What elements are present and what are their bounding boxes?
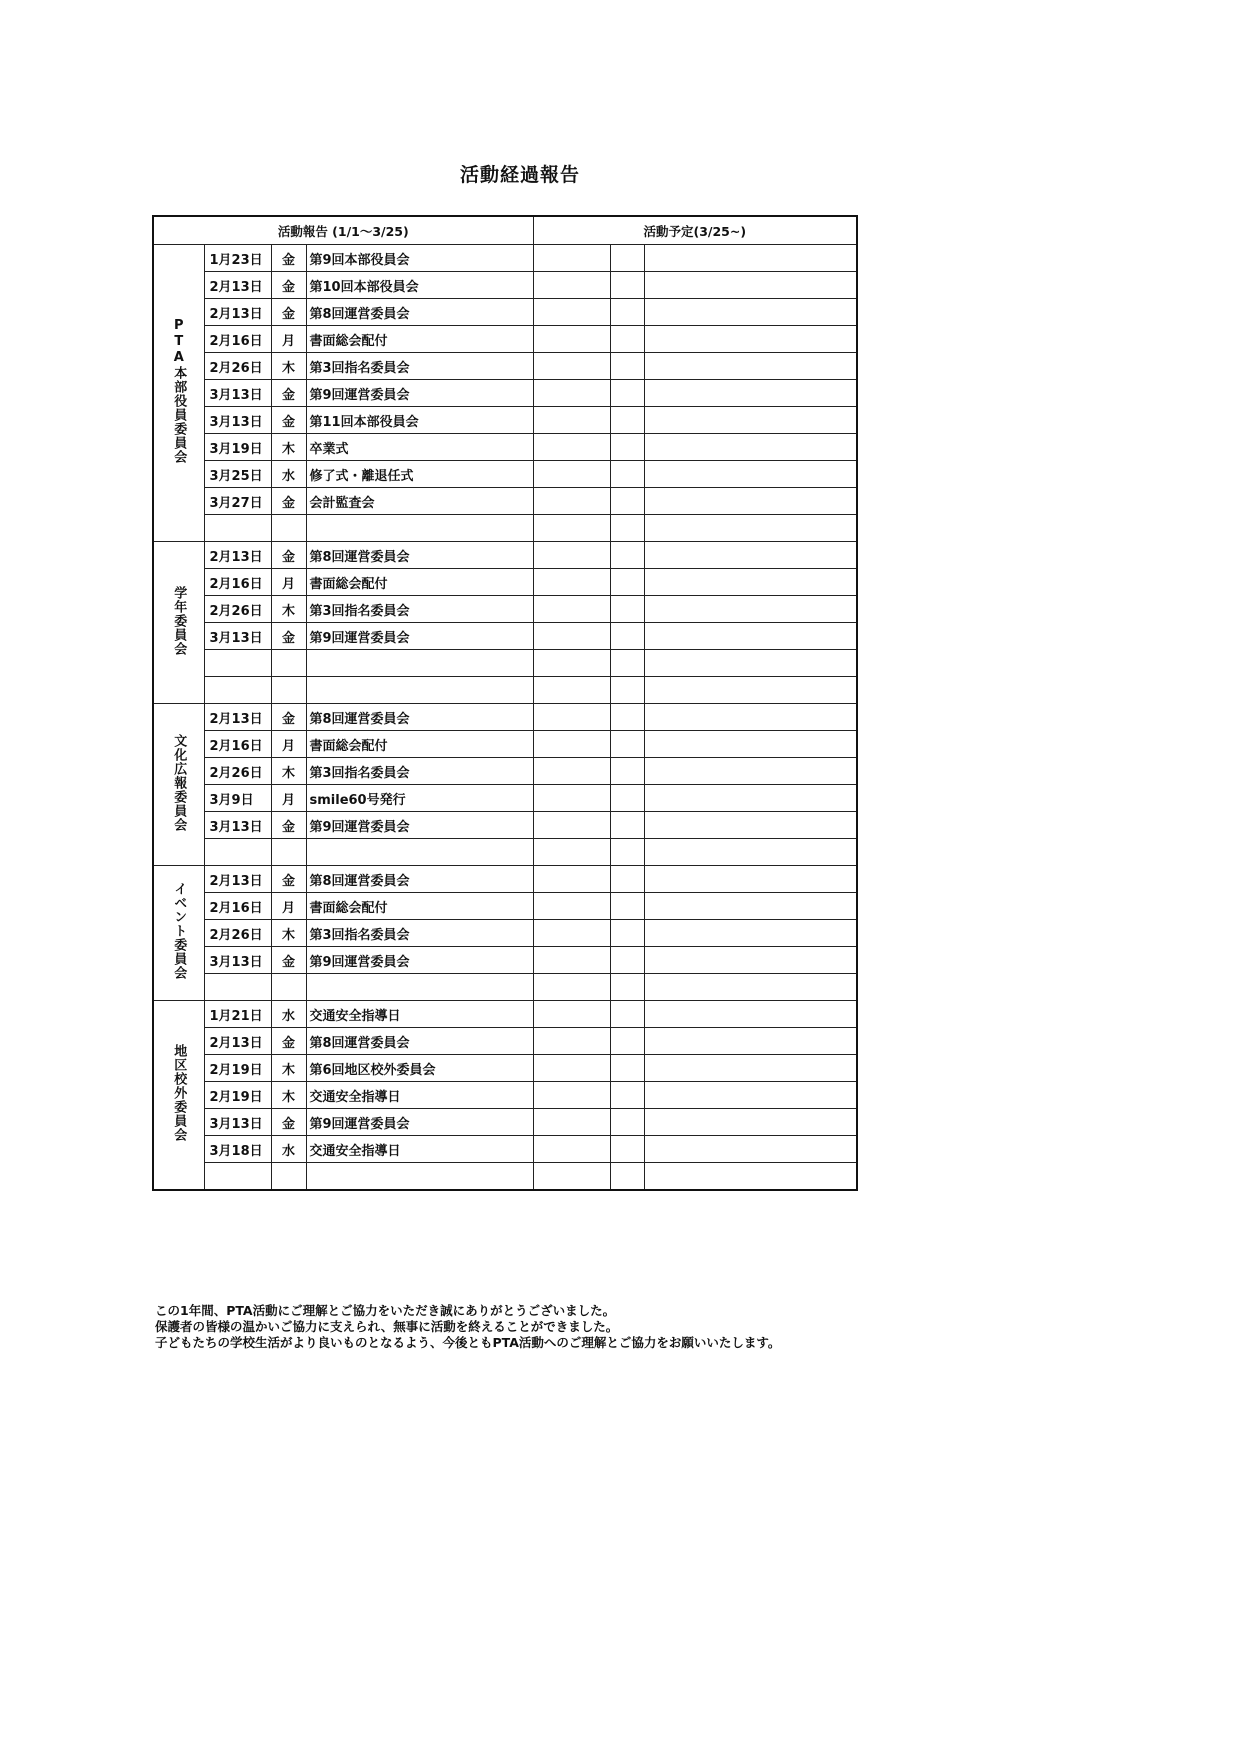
plan-date-cell [533, 326, 610, 353]
table-row [153, 704, 857, 731]
plan-date-cell [533, 380, 610, 407]
table-row [153, 434, 857, 461]
plan-date-cell [533, 974, 610, 1001]
table-row [153, 407, 857, 434]
plan-weekday-cell [610, 623, 644, 650]
event-cell [306, 677, 533, 704]
table-row [153, 758, 857, 785]
weekday-cell: 金 [271, 407, 306, 434]
table-row [153, 380, 857, 407]
plan-weekday-cell [610, 650, 644, 677]
plan-event-cell [644, 434, 857, 461]
plan-weekday-cell [610, 866, 644, 893]
weekday-cell: 金 [271, 704, 306, 731]
plan-event-cell [644, 650, 857, 677]
event-cell: 第9回運営委員会 [306, 1109, 533, 1136]
table-row [153, 623, 857, 650]
table-row [153, 515, 857, 542]
plan-date-cell [533, 785, 610, 812]
date-cell: 2月13日 [204, 542, 271, 569]
plan-event-cell [644, 1055, 857, 1082]
table-row [153, 326, 857, 353]
header-activity-report: 活動報告 (1/1～3/25) [153, 216, 533, 245]
weekday-cell: 月 [271, 785, 306, 812]
event-cell: 交通安全指導日 [306, 1136, 533, 1163]
table-row [153, 353, 857, 380]
plan-weekday-cell [610, 947, 644, 974]
plan-weekday-cell [610, 920, 644, 947]
date-cell: 2月16日 [204, 326, 271, 353]
table-row [153, 677, 857, 704]
plan-weekday-cell [610, 704, 644, 731]
plan-date-cell [533, 731, 610, 758]
table-row [153, 299, 857, 326]
plan-date-cell [533, 434, 610, 461]
weekday-cell: 金 [271, 245, 306, 272]
event-cell: 第8回運営委員会 [306, 1028, 533, 1055]
plan-event-cell [644, 920, 857, 947]
plan-date-cell [533, 758, 610, 785]
plan-date-cell [533, 245, 610, 272]
plan-date-cell [533, 812, 610, 839]
plan-event-cell [644, 488, 857, 515]
table-row [153, 488, 857, 515]
weekday-cell: 金 [271, 299, 306, 326]
weekday-cell: 木 [271, 353, 306, 380]
plan-event-cell [644, 542, 857, 569]
event-cell: 第9回運営委員会 [306, 623, 533, 650]
weekday-cell: 木 [271, 920, 306, 947]
committee-name-cell [153, 704, 204, 866]
weekday-cell: 金 [271, 812, 306, 839]
event-cell [306, 1163, 533, 1191]
table-row [153, 974, 857, 1001]
plan-weekday-cell [610, 1136, 644, 1163]
plan-event-cell [644, 974, 857, 1001]
plan-date-cell [533, 704, 610, 731]
table-row [153, 272, 857, 299]
table-row [153, 569, 857, 596]
plan-event-cell [644, 569, 857, 596]
plan-date-cell [533, 677, 610, 704]
plan-weekday-cell [610, 839, 644, 866]
weekday-cell: 木 [271, 758, 306, 785]
table-row [153, 893, 857, 920]
date-cell: 3月13日 [204, 623, 271, 650]
date-cell [204, 677, 271, 704]
weekday-cell [271, 650, 306, 677]
plan-event-cell [644, 380, 857, 407]
date-cell: 3月13日 [204, 812, 271, 839]
weekday-cell: 水 [271, 461, 306, 488]
date-cell: 3月19日 [204, 434, 271, 461]
plan-weekday-cell [610, 677, 644, 704]
committee-name-cell [153, 245, 204, 542]
plan-weekday-cell [610, 515, 644, 542]
plan-event-cell [644, 812, 857, 839]
committee-name: 地区校外委員会 [171, 1044, 187, 1142]
plan-weekday-cell [610, 812, 644, 839]
weekday-cell: 金 [271, 623, 306, 650]
table-row [153, 596, 857, 623]
table-row [153, 839, 857, 866]
date-cell: 2月16日 [204, 893, 271, 920]
plan-weekday-cell [610, 1082, 644, 1109]
date-cell [204, 650, 271, 677]
plan-date-cell [533, 866, 610, 893]
event-cell: 修了式・離退任式 [306, 461, 533, 488]
plan-weekday-cell [610, 245, 644, 272]
event-cell: 第8回運営委員会 [306, 866, 533, 893]
plan-date-cell [533, 515, 610, 542]
plan-event-cell [644, 704, 857, 731]
event-cell: 卒業式 [306, 434, 533, 461]
weekday-cell: 木 [271, 1082, 306, 1109]
closing-message [155, 1303, 780, 1351]
plan-date-cell [533, 1163, 610, 1191]
event-cell: 第8回運営委員会 [306, 299, 533, 326]
plan-date-cell [533, 1082, 610, 1109]
weekday-cell [271, 677, 306, 704]
plan-event-cell [644, 407, 857, 434]
plan-weekday-cell [610, 272, 644, 299]
date-cell: 3月25日 [204, 461, 271, 488]
table-row [153, 920, 857, 947]
committee-name: 文化広報委員会 [171, 733, 187, 832]
event-cell: 第9回運営委員会 [306, 380, 533, 407]
weekday-cell: 金 [271, 866, 306, 893]
event-cell [306, 650, 533, 677]
plan-date-cell [533, 272, 610, 299]
table-row [153, 1055, 857, 1082]
table-header-row [153, 216, 857, 245]
plan-event-cell [644, 677, 857, 704]
event-cell: 第9回運営委員会 [306, 812, 533, 839]
committee-name-cell [153, 866, 204, 1001]
plan-event-cell [644, 299, 857, 326]
plan-weekday-cell [610, 596, 644, 623]
plan-weekday-cell [610, 299, 644, 326]
plan-weekday-cell [610, 380, 644, 407]
closing-line: 子どもたちの学校生活がより良いものとなるよう、今後ともPTA活動へのご理解とご協力をお願いいたします。 [155, 1335, 781, 1350]
committee-name: PTA本部役員委員会 [171, 318, 187, 464]
plan-weekday-cell [610, 1163, 644, 1191]
plan-event-cell [644, 785, 857, 812]
weekday-cell: 木 [271, 434, 306, 461]
committee-name-cell [153, 542, 204, 704]
date-cell: 2月13日 [204, 1028, 271, 1055]
weekday-cell: 木 [271, 1055, 306, 1082]
weekday-cell: 金 [271, 947, 306, 974]
event-cell: 会計監査会 [306, 488, 533, 515]
weekday-cell: 月 [271, 569, 306, 596]
date-cell: 2月19日 [204, 1082, 271, 1109]
event-cell: 第3回指名委員会 [306, 596, 533, 623]
date-cell: 3月9日 [204, 785, 271, 812]
date-cell: 1月21日 [204, 1001, 271, 1028]
weekday-cell: 金 [271, 1028, 306, 1055]
plan-event-cell [644, 866, 857, 893]
plan-date-cell [533, 569, 610, 596]
event-cell: 書面総会配付 [306, 569, 533, 596]
plan-date-cell [533, 947, 610, 974]
committee-name: 学年委員会 [171, 585, 187, 656]
closing-line: この1年間、PTA活動にご理解とご協力をいただき誠にありがとうございました。 [155, 1303, 616, 1318]
table-row [153, 1028, 857, 1055]
plan-date-cell [533, 488, 610, 515]
weekday-cell [271, 1163, 306, 1191]
weekday-cell: 金 [271, 272, 306, 299]
plan-event-cell [644, 1028, 857, 1055]
event-cell [306, 515, 533, 542]
plan-weekday-cell [610, 434, 644, 461]
plan-weekday-cell [610, 731, 644, 758]
plan-date-cell [533, 461, 610, 488]
date-cell: 2月26日 [204, 596, 271, 623]
date-cell: 3月27日 [204, 488, 271, 515]
plan-weekday-cell [610, 488, 644, 515]
header-activity-plan: 活動予定(3/25~) [533, 216, 857, 245]
plan-weekday-cell [610, 1055, 644, 1082]
event-cell: smile60号発行 [306, 785, 533, 812]
plan-date-cell [533, 1136, 610, 1163]
plan-weekday-cell [610, 1001, 644, 1028]
table-row [153, 1163, 857, 1191]
date-cell: 2月13日 [204, 272, 271, 299]
event-cell: 第11回本部役員会 [306, 407, 533, 434]
plan-event-cell [644, 839, 857, 866]
plan-event-cell [644, 893, 857, 920]
table-row [153, 461, 857, 488]
plan-date-cell [533, 353, 610, 380]
event-cell: 第6回地区校外委員会 [306, 1055, 533, 1082]
plan-date-cell [533, 650, 610, 677]
plan-weekday-cell [610, 785, 644, 812]
event-cell: 第9回本部役員会 [306, 245, 533, 272]
plan-date-cell [533, 920, 610, 947]
event-cell: 第3回指名委員会 [306, 920, 533, 947]
weekday-cell: 金 [271, 542, 306, 569]
table-row [153, 866, 857, 893]
plan-weekday-cell [610, 353, 644, 380]
event-cell: 第9回運営委員会 [306, 947, 533, 974]
date-cell: 2月26日 [204, 920, 271, 947]
event-cell: 交通安全指導日 [306, 1001, 533, 1028]
table-row [153, 785, 857, 812]
plan-date-cell [533, 299, 610, 326]
weekday-cell [271, 839, 306, 866]
plan-event-cell [644, 1001, 857, 1028]
plan-date-cell [533, 839, 610, 866]
plan-date-cell [533, 542, 610, 569]
date-cell: 3月13日 [204, 1109, 271, 1136]
event-cell: 書面総会配付 [306, 326, 533, 353]
date-cell [204, 1163, 271, 1191]
event-cell: 第3回指名委員会 [306, 353, 533, 380]
plan-event-cell [644, 1163, 857, 1191]
plan-date-cell [533, 1001, 610, 1028]
event-cell: 交通安全指導日 [306, 1082, 533, 1109]
committee-name: イベント委員会 [171, 882, 187, 980]
event-cell [306, 839, 533, 866]
weekday-cell: 木 [271, 596, 306, 623]
date-cell: 2月26日 [204, 758, 271, 785]
date-cell: 2月16日 [204, 731, 271, 758]
date-cell: 2月13日 [204, 866, 271, 893]
plan-weekday-cell [610, 407, 644, 434]
weekday-cell: 金 [271, 1109, 306, 1136]
date-cell: 1月23日 [204, 245, 271, 272]
date-cell: 2月26日 [204, 353, 271, 380]
event-cell: 第3回指名委員会 [306, 758, 533, 785]
committee-name-cell [153, 1001, 204, 1191]
plan-date-cell [533, 1109, 610, 1136]
weekday-cell [271, 515, 306, 542]
weekday-cell: 月 [271, 893, 306, 920]
page-title: 活動経過報告 [459, 164, 580, 186]
date-cell: 2月16日 [204, 569, 271, 596]
table-row [153, 731, 857, 758]
plan-event-cell [644, 353, 857, 380]
weekday-cell: 金 [271, 380, 306, 407]
plan-date-cell [533, 1028, 610, 1055]
table-row [153, 1082, 857, 1109]
table-row [153, 245, 857, 272]
activity-report-table [152, 215, 858, 1191]
date-cell: 2月13日 [204, 299, 271, 326]
table-row [153, 1001, 857, 1028]
event-cell: 書面総会配付 [306, 731, 533, 758]
event-cell: 第10回本部役員会 [306, 272, 533, 299]
weekday-cell: 月 [271, 731, 306, 758]
closing-line: 保護者の皆様の温かいご協力に支えられ、無事に活動を終えることができました。 [155, 1319, 619, 1334]
weekday-cell: 水 [271, 1136, 306, 1163]
table-row [153, 1109, 857, 1136]
plan-event-cell [644, 1109, 857, 1136]
plan-event-cell [644, 1136, 857, 1163]
table-row [153, 542, 857, 569]
plan-event-cell [644, 461, 857, 488]
plan-weekday-cell [610, 326, 644, 353]
plan-event-cell [644, 326, 857, 353]
weekday-cell: 金 [271, 488, 306, 515]
date-cell: 3月13日 [204, 407, 271, 434]
event-cell: 第8回運営委員会 [306, 542, 533, 569]
plan-weekday-cell [610, 974, 644, 1001]
table-row [153, 650, 857, 677]
date-cell: 2月13日 [204, 704, 271, 731]
date-cell: 3月18日 [204, 1136, 271, 1163]
plan-weekday-cell [610, 542, 644, 569]
plan-event-cell [644, 245, 857, 272]
table-body [153, 245, 857, 1191]
table-row [153, 947, 857, 974]
weekday-cell: 月 [271, 326, 306, 353]
plan-date-cell [533, 407, 610, 434]
date-cell: 3月13日 [204, 380, 271, 407]
plan-event-cell [644, 623, 857, 650]
plan-event-cell [644, 596, 857, 623]
weekday-cell: 水 [271, 1001, 306, 1028]
plan-event-cell [644, 515, 857, 542]
plan-weekday-cell [610, 461, 644, 488]
plan-weekday-cell [610, 1028, 644, 1055]
date-cell [204, 974, 271, 1001]
plan-weekday-cell [610, 569, 644, 596]
plan-event-cell [644, 1082, 857, 1109]
plan-date-cell [533, 623, 610, 650]
table-row [153, 812, 857, 839]
plan-event-cell [644, 758, 857, 785]
date-cell [204, 839, 271, 866]
plan-date-cell [533, 1055, 610, 1082]
plan-date-cell [533, 893, 610, 920]
plan-weekday-cell [610, 893, 644, 920]
plan-event-cell [644, 731, 857, 758]
event-cell [306, 974, 533, 1001]
table-row [153, 1136, 857, 1163]
plan-event-cell [644, 947, 857, 974]
event-cell: 第8回運営委員会 [306, 704, 533, 731]
date-cell: 2月19日 [204, 1055, 271, 1082]
date-cell [204, 515, 271, 542]
weekday-cell [271, 974, 306, 1001]
date-cell: 3月13日 [204, 947, 271, 974]
plan-date-cell [533, 596, 610, 623]
plan-weekday-cell [610, 758, 644, 785]
event-cell: 書面総会配付 [306, 893, 533, 920]
plan-event-cell [644, 272, 857, 299]
plan-weekday-cell [610, 1109, 644, 1136]
